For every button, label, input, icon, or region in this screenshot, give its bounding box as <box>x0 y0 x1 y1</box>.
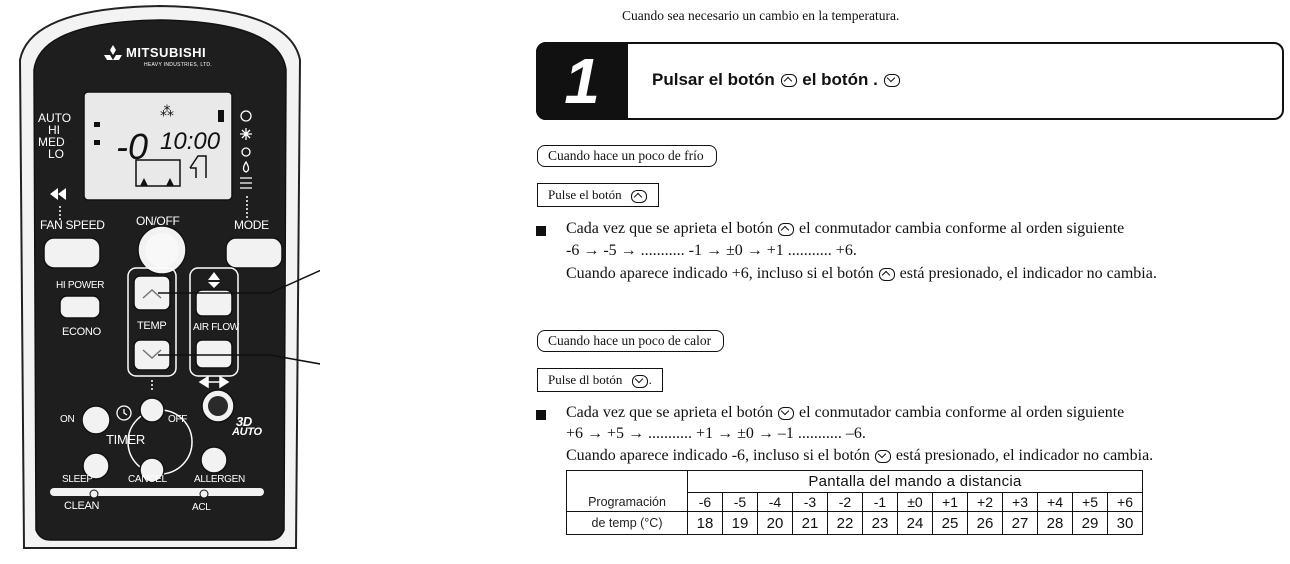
table-row <box>567 512 1143 535</box>
hot-line-1a: Cada vez que se aprieta el botón <box>566 404 774 421</box>
temp-cell: 21 <box>793 512 828 535</box>
display-cell: +4 <box>1038 493 1073 512</box>
display-cell: +1 <box>933 493 968 512</box>
fan-speed-label: FAN SPEED <box>40 218 105 232</box>
fan-mode-med: MED <box>38 135 65 149</box>
air-flow-label: AIR FLOW <box>193 322 239 333</box>
temp-cell: 27 <box>1003 512 1038 535</box>
three-d-auto-button[interactable] <box>202 390 234 422</box>
temp-cell: 24 <box>898 512 933 535</box>
temp-cell: 23 <box>863 512 898 535</box>
allergen-button[interactable] <box>201 447 227 473</box>
hot-line-3 <box>566 446 1153 466</box>
fan-mode-lo: LO <box>48 147 65 161</box>
three-d-auto-label: AUTO <box>232 426 262 438</box>
temp-cell: 28 <box>1038 512 1073 535</box>
cold-line-3a: Cuando aparece indicado +6, incluso si el botón <box>566 265 874 282</box>
clean-label: CLEAN <box>64 500 100 512</box>
lcd-temperature-offset: -0 <box>116 126 149 167</box>
step-number: 1 <box>564 45 600 117</box>
mitsubishi-diamonds-icon <box>104 45 122 63</box>
temp-cell: 19 <box>723 512 758 535</box>
timer-on-button[interactable] <box>82 406 110 434</box>
step-instruction <box>652 70 901 90</box>
temp-up-button[interactable] <box>134 276 170 310</box>
temp-up-icon <box>778 223 794 236</box>
temp-cell: 22 <box>828 512 863 535</box>
cancel-button[interactable] <box>140 458 164 482</box>
hot-bullet <box>536 410 546 420</box>
display-cell: -4 <box>758 493 793 512</box>
fan-mode-auto: AUTO <box>38 111 72 125</box>
display-cell: +6 <box>1108 493 1143 512</box>
hot-action: Pulse dl botón . <box>537 368 663 392</box>
acl-label: ACL <box>192 502 211 513</box>
display-cell: -1 <box>863 493 898 512</box>
table-corner <box>567 471 688 493</box>
air-flow-down-button[interactable] <box>196 340 232 368</box>
on-off-label: ON/OFF <box>136 214 180 228</box>
temp-up-icon <box>631 190 647 203</box>
display-cell: +5 <box>1073 493 1108 512</box>
hot-heading: Cuando hace un poco de calor <box>537 330 724 352</box>
display-cell: -6 <box>688 493 723 512</box>
hot-line-2: +6 → +5 → ........... +1 → ±0 → –1 ........... –6. <box>566 425 866 442</box>
temp-cell: 26 <box>968 512 1003 535</box>
temp-cell: 30 <box>1108 512 1143 535</box>
step-box <box>536 42 1284 120</box>
temp-cell: 20 <box>758 512 793 535</box>
air-flow-up-button[interactable] <box>196 290 232 316</box>
mode-label: MODE <box>234 218 269 232</box>
clean-switch[interactable] <box>90 490 98 498</box>
temp-down-icon <box>632 375 648 388</box>
hot-action-text: Pulse dl botón <box>548 372 623 387</box>
fan-mode-list <box>38 112 71 160</box>
cold-line-1a: Cada vez que se aprieta el botón <box>566 220 774 237</box>
temp-down-icon <box>884 74 900 87</box>
cold-line-3 <box>566 264 1157 284</box>
temp-cell: 29 <box>1073 512 1108 535</box>
timer-off-button[interactable] <box>140 398 164 422</box>
cold-line-1 <box>566 219 1124 239</box>
timer-label: TIMER <box>106 432 145 447</box>
lcd-time: 10:00 <box>160 128 221 155</box>
temp-up-icon <box>781 74 797 87</box>
econo-label: ECONO <box>62 326 101 338</box>
timer-on-label: ON <box>60 414 75 425</box>
brand-logo <box>104 42 224 76</box>
fan-speed-button[interactable] <box>44 238 100 268</box>
row-label-temp: de temp (°C) <box>567 512 688 535</box>
temp-cell: 25 <box>933 512 968 535</box>
temp-down-icon <box>875 450 891 463</box>
table-row <box>567 493 1143 512</box>
temperature-table <box>566 470 1143 535</box>
intro-text: Cuando sea necesario un cambio en la temperatura. <box>622 8 900 23</box>
mode-button[interactable] <box>226 238 282 268</box>
hi-power-button[interactable] <box>60 296 100 318</box>
lcd-fan-icon: ⁂ <box>160 104 174 120</box>
table-header-row <box>567 471 1143 493</box>
cold-line-2: -6 → -5 → ........... -1 → ±0 → +1 ........... +6. <box>566 242 857 259</box>
brand-subtitle: HEAVY INDUSTRIES, LTD. <box>144 62 213 68</box>
econo-button[interactable] <box>40 322 120 342</box>
temp-down-button[interactable] <box>134 340 170 370</box>
display-cell: +2 <box>968 493 1003 512</box>
step-text-part1: Pulsar el botón <box>652 70 775 89</box>
sleep-label: SLEEP <box>62 474 93 485</box>
temp-cell: 18 <box>688 512 723 535</box>
on-off-button[interactable] <box>138 226 186 274</box>
table-header: Pantalla del mando a distancia <box>688 471 1143 493</box>
acl-switch[interactable] <box>200 490 208 498</box>
row-label-programacion: Programación <box>567 493 688 512</box>
three-d-label: 3D <box>236 414 253 429</box>
hi-power-label: HI POWER <box>56 280 105 291</box>
cold-action <box>537 183 659 207</box>
hot-line-1b: el conmutador cambia conforme al orden siguiente <box>799 404 1125 421</box>
display-cell: ±0 <box>898 493 933 512</box>
display-cell: -2 <box>828 493 863 512</box>
hot-line-3b: está presionado, el indicador no cambia. <box>895 447 1154 464</box>
display-cell: +3 <box>1003 493 1038 512</box>
display-cell: -5 <box>723 493 758 512</box>
hot-line-1 <box>566 403 1124 423</box>
temp-down-icon <box>778 407 794 420</box>
cold-action-text: Pulse el botón <box>548 187 622 202</box>
brand-name: MITSUBISHI <box>126 45 207 60</box>
step-number-block <box>536 42 628 120</box>
timer-off-label: OFF <box>168 414 188 425</box>
fan-mode-hi: HI <box>48 123 60 137</box>
cancel-label: CANCEL <box>128 474 167 485</box>
temp-label: TEMP <box>137 320 167 332</box>
display-cell: -3 <box>793 493 828 512</box>
temp-up-icon <box>879 268 895 281</box>
cold-line-1b: el conmutador cambia conforme al orden siguiente <box>799 220 1125 237</box>
allergen-label: ALLERGEN <box>194 474 245 485</box>
cold-bullet <box>536 226 546 236</box>
hot-line-3a: Cuando aparece indicado -6, incluso si el botón <box>566 447 870 464</box>
step-text-part2: el botón . <box>802 70 878 89</box>
cold-line-3b: está presionado, el indicador no cambia. <box>899 265 1157 282</box>
cold-heading: Cuando hace un poco de frío <box>537 145 717 167</box>
sleep-button[interactable] <box>83 453 109 479</box>
